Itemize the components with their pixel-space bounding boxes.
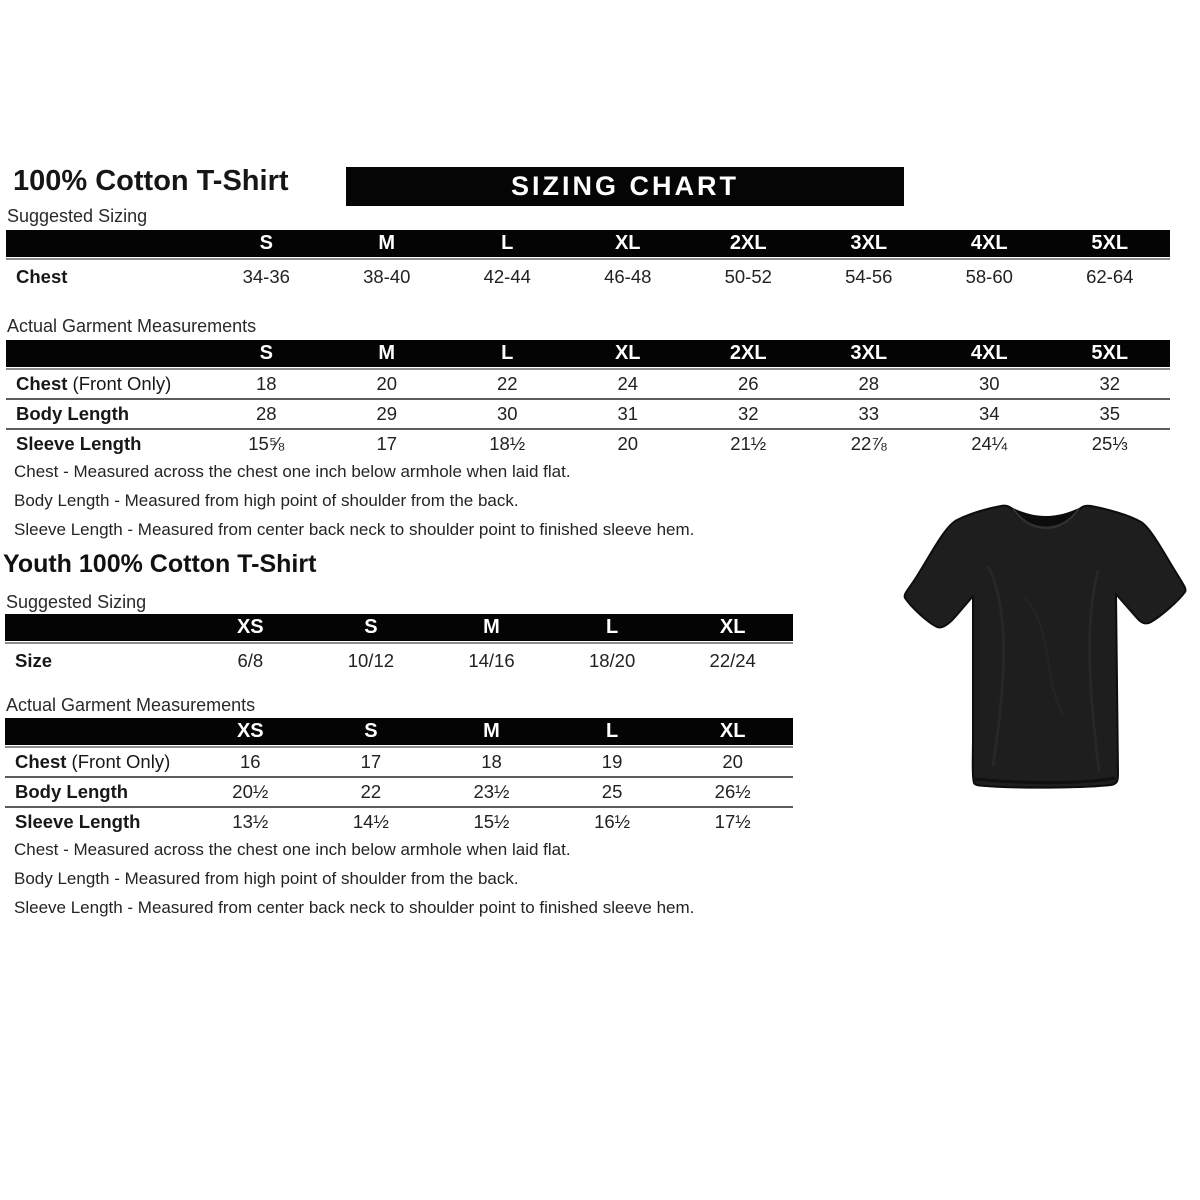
note-chest: Chest - Measured across the chest one inch below armhole when laid flat.	[14, 462, 571, 481]
table-cell: 19	[601, 751, 623, 772]
adult-suggested-sizing-table	[6, 230, 1170, 292]
adult-measurement-notes	[14, 462, 814, 549]
column-header: 4XL	[970, 342, 1008, 364]
table-cell: 17	[376, 433, 398, 454]
table-cell: 24	[617, 373, 639, 394]
table-cell: 14/16	[468, 650, 515, 671]
table-cell: 34	[978, 403, 1000, 424]
youth-actual-measurements-table	[5, 718, 793, 836]
table-cell: 34-36	[242, 266, 290, 287]
column-header: XS	[236, 616, 264, 638]
table-cell: 24¼	[971, 433, 1008, 454]
column-header: L	[501, 232, 514, 254]
tshirt-image	[893, 476, 1199, 812]
row-label-suffix: (Front Only)	[66, 751, 171, 772]
table-row	[5, 646, 793, 676]
table-header-row	[5, 614, 793, 641]
header-underline	[6, 258, 1170, 260]
table-cell: 32	[737, 403, 759, 424]
column-header: XL	[719, 616, 746, 638]
column-header: 3XL	[850, 342, 888, 364]
table-cell: 20½	[232, 781, 269, 802]
table-cell: 16½	[594, 811, 631, 832]
table-header-row	[6, 230, 1170, 257]
note-sleeve-length: Sleeve Length - Measured from center back neck to shoulder point to finished sleeve hem.	[14, 520, 695, 539]
column-header: M	[378, 232, 396, 254]
column-header: 4XL	[970, 232, 1008, 254]
table-cell: 28	[255, 403, 277, 424]
table-cell: 10/12	[347, 650, 395, 671]
youth-measurement-notes	[14, 840, 814, 927]
table-row	[6, 430, 1170, 458]
column-header: 3XL	[850, 232, 888, 254]
table-row	[5, 748, 793, 776]
table-cell: 17½	[714, 811, 751, 832]
note-body-length: Body Length - Measured from high point of shoulder from the back.	[14, 869, 519, 888]
table-cell: 18	[255, 373, 277, 394]
page-title: 100% Cotton T-Shirt	[13, 165, 289, 197]
table-cell: 54-56	[845, 266, 893, 287]
table-header-row	[5, 718, 793, 745]
adult-actual-measurements-table	[6, 340, 1170, 458]
row-label: Body Length	[16, 403, 130, 424]
column-header: L	[501, 342, 514, 364]
column-header: S	[364, 616, 378, 638]
note-chest: Chest - Measured across the chest one inch below armhole when laid flat.	[14, 840, 571, 859]
table-cell: 6/8	[237, 650, 264, 671]
column-header: M	[378, 342, 396, 364]
row-label-suffix: (Front Only)	[67, 373, 172, 394]
adult-actual-measurements-label: Actual Garment Measurements	[7, 316, 257, 336]
column-header: XL	[614, 232, 641, 254]
row-label: Chest	[16, 266, 68, 287]
table-row	[6, 370, 1170, 398]
table-cell: 22/24	[709, 650, 756, 671]
table-cell: 16	[240, 751, 261, 772]
row-label: Sleeve Length	[16, 433, 142, 454]
column-header: S	[364, 720, 378, 742]
column-header: 5XL	[1091, 342, 1129, 364]
table-cell: 42-44	[483, 266, 531, 287]
table-cell: 20	[376, 373, 398, 394]
black-tshirt-graphic	[893, 476, 1199, 812]
table-cell: 22	[496, 373, 518, 394]
table-cell: 14½	[352, 811, 389, 832]
row-label: Body Length	[15, 781, 129, 802]
table-cell: 28	[858, 373, 880, 394]
table-cell: 26½	[714, 781, 751, 802]
table-cell: 13½	[232, 811, 269, 832]
column-header: L	[605, 720, 619, 742]
youth-suggested-sizing-label: Suggested Sizing	[6, 592, 147, 612]
row-label: Chest	[16, 373, 68, 394]
column-header: L	[605, 616, 619, 638]
table-cell: 18½	[489, 433, 526, 454]
table-cell: 17	[360, 751, 382, 772]
table-cell: 30	[978, 373, 1000, 394]
table-cell: 35	[1099, 403, 1121, 424]
column-header: M	[483, 720, 500, 742]
row-label: Size	[15, 650, 53, 671]
adult-suggested-sizing-label: Suggested Sizing	[7, 206, 148, 226]
column-header: M	[483, 616, 500, 638]
table-cell: 20	[617, 433, 639, 454]
note-sleeve-length: Sleeve Length - Measured from center back neck to shoulder point to finished sleeve hem.	[14, 898, 695, 917]
row-label: Chest	[15, 751, 67, 772]
youth-title: Youth 100% Cotton T-Shirt	[3, 550, 317, 578]
table-cell: 15½	[473, 811, 510, 832]
note-body-length: Body Length - Measured from high point of shoulder from the back.	[14, 491, 519, 510]
table-cell: 26	[737, 373, 759, 394]
table-cell: 31	[617, 403, 639, 424]
column-header: 5XL	[1091, 232, 1129, 254]
column-header: S	[259, 232, 273, 254]
table-cell: 22⅞	[850, 433, 887, 454]
table-cell: 58-60	[965, 266, 1013, 287]
table-cell: 32	[1099, 373, 1121, 394]
table-cell: 46-48	[604, 266, 652, 287]
table-cell: 25⅓	[1091, 433, 1128, 454]
table-cell: 22	[360, 781, 382, 802]
table-cell: 29	[376, 403, 398, 424]
table-cell: 38-40	[363, 266, 411, 287]
youth-suggested-sizing-table	[5, 614, 793, 676]
header-underline	[5, 642, 793, 644]
sizing-chart-banner: SIZING CHART	[346, 167, 904, 206]
column-header: XL	[614, 342, 641, 364]
table-cell: 62-64	[1086, 266, 1134, 287]
column-header: XL	[719, 720, 746, 742]
table-cell: 50-52	[724, 266, 772, 287]
row-label: Sleeve Length	[15, 811, 141, 832]
column-header: 2XL	[729, 342, 767, 364]
youth-actual-measurements-label: Actual Garment Measurements	[6, 695, 256, 715]
table-row	[5, 778, 793, 806]
table-header-row	[6, 340, 1170, 367]
table-cell: 30	[496, 403, 518, 424]
table-cell: 20	[722, 751, 743, 772]
table-cell: 21½	[730, 433, 767, 454]
table-cell: 25	[601, 781, 623, 802]
column-header: S	[259, 342, 273, 364]
table-cell: 33	[858, 403, 880, 424]
table-cell: 18/20	[588, 650, 636, 671]
table-cell: 18	[481, 751, 502, 772]
table-row	[6, 262, 1170, 292]
table-row	[5, 808, 793, 836]
table-cell: 23½	[473, 781, 510, 802]
column-header: XS	[236, 720, 264, 742]
table-cell: 15⅝	[248, 433, 285, 454]
table-row	[6, 400, 1170, 428]
column-header: 2XL	[729, 232, 767, 254]
